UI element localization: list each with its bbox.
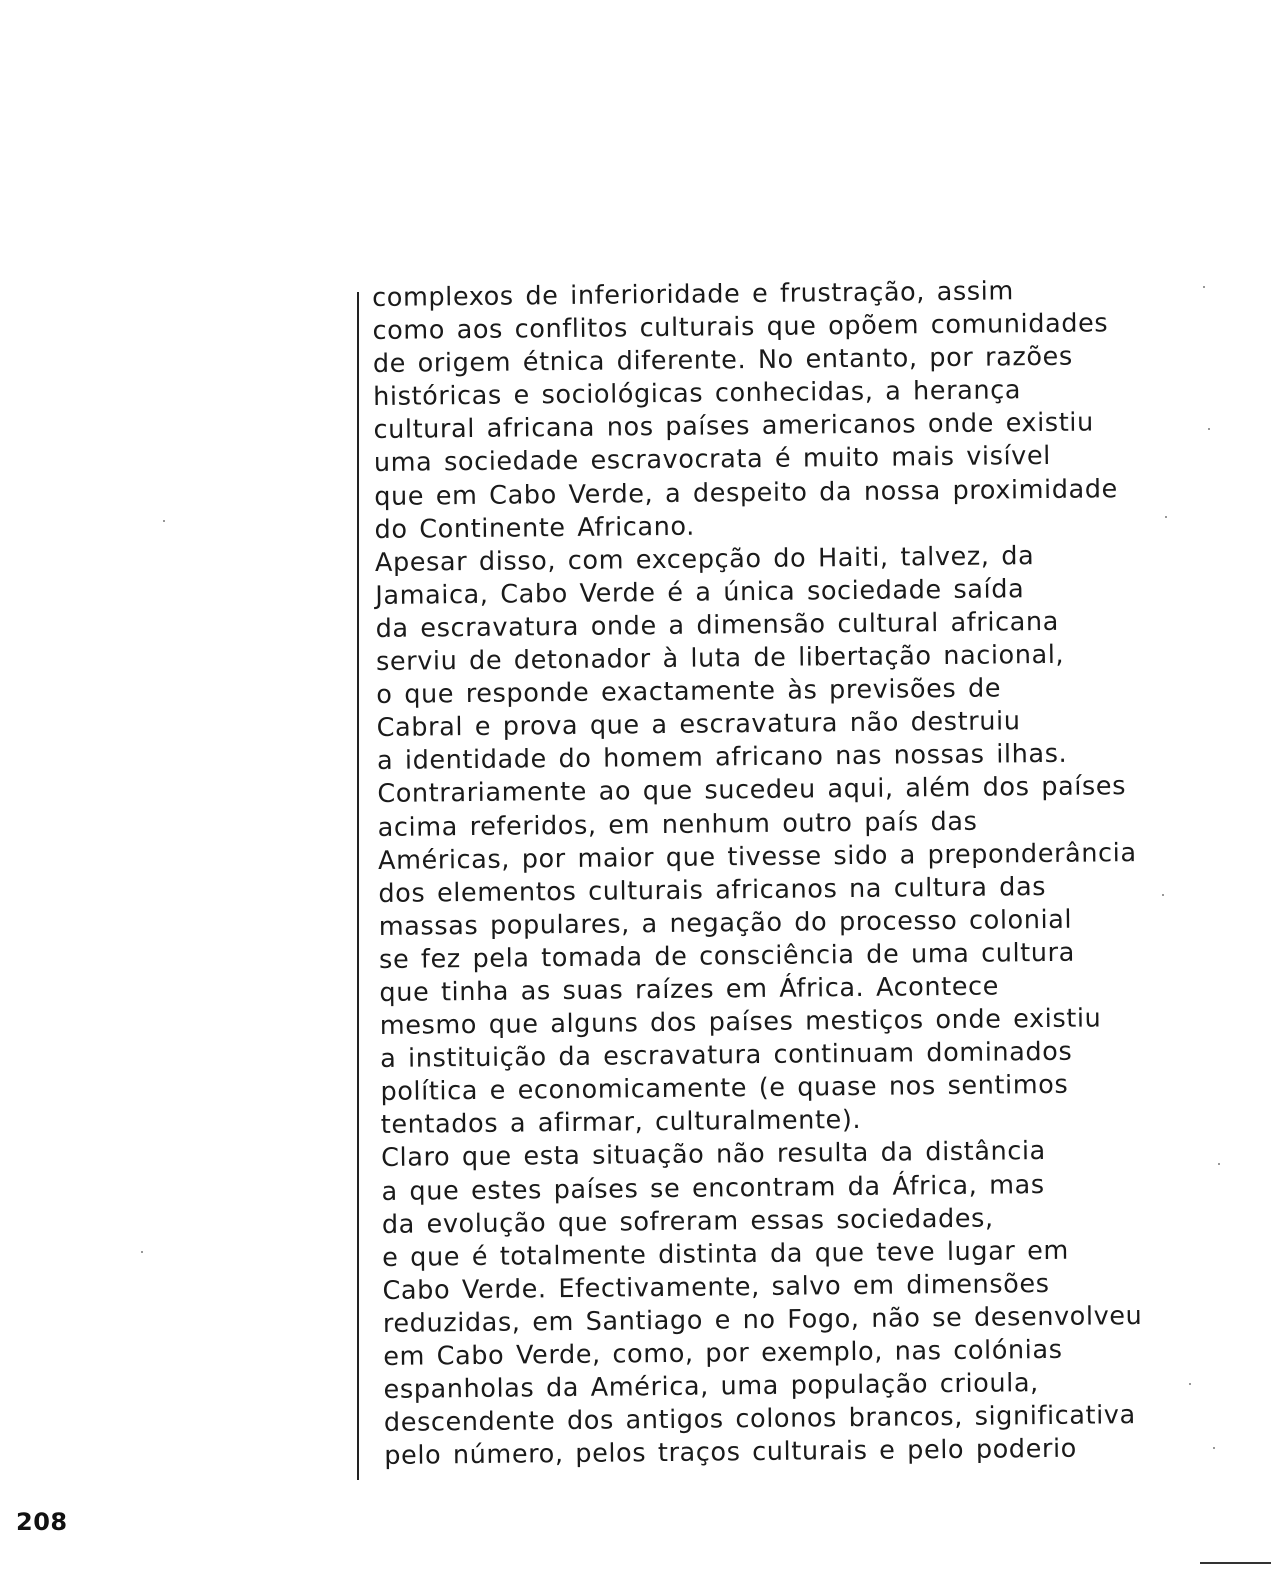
text-line: política e economicamente (e quase nos sentimos (380, 1070, 1069, 1108)
scan-speck (1165, 516, 1167, 518)
text-line: que em Cabo Verde, a despeito da nossa proximidade (374, 473, 1119, 512)
text-line: cultural africana nos países americanos onde existiu (373, 407, 1094, 446)
text-line: em Cabo Verde, como, por exemplo, nas colónias (383, 1334, 1063, 1372)
text-line: de origem étnica diferente. No entanto, por razões (372, 341, 1073, 380)
text-line: o que responde exactamente às previsões de (376, 673, 1002, 711)
scan-speck (141, 1251, 143, 1253)
text-line: do Continente Africano. (374, 511, 696, 545)
scan-speck (1208, 428, 1210, 430)
scan-speck (163, 520, 165, 522)
text-line: a instituição da escravatura continuam dominados (379, 1036, 1073, 1075)
text-line: complexos de inferioridade e frustração, assim (372, 276, 1014, 313)
text-line: serviu de detonador à luta de libertação nacional, (375, 639, 1065, 678)
scan-speck (1218, 1163, 1220, 1165)
text-line: a identidade do homem africano nas nossas ilhas. (376, 739, 1068, 777)
margin-rule (357, 292, 359, 1480)
text-line: da escravatura onde a dimensão cultural africana (375, 606, 1060, 644)
text-line: se fez pela tomada de consciência de uma cultura (378, 937, 1076, 975)
text-line: Cabral e prova que a escravatura não destruiu (376, 706, 1021, 744)
scan-speck (1203, 286, 1205, 288)
text-line: Jamaica, Cabo Verde é a única sociedade saída (375, 574, 1025, 611)
text-line: Cabo Verde. Efectivamente, salvo em dimensões (382, 1268, 1050, 1306)
text-line: que tinha as suas raízes em África. Acontece (379, 971, 1000, 1008)
text-line: acima referidos, em nenhum outro país das (377, 806, 978, 843)
text-line: descendente dos antigos colonos brancos, significativa (383, 1400, 1136, 1439)
text-line: pelo número, pelos traços culturais e pelo poderio (384, 1433, 1078, 1472)
text-line: Américas, por maior que tivesse sido a preponderância (377, 837, 1137, 876)
text-line: tentados a afirmar, culturalmente). (380, 1105, 862, 1141)
scan-speck (1213, 1447, 1215, 1449)
bottom-rule (1200, 1562, 1271, 1564)
text-line: e que é totalmente distinta da que teve lugar em (382, 1235, 1070, 1273)
text-line: a que estes países se encontram da África, mas (381, 1169, 1045, 1207)
text-line: massas populares, a negação do processo colonial (378, 904, 1073, 942)
text-line: Contrariamente ao que sucedeu aqui, além dos países (377, 771, 1127, 810)
body-text (372, 273, 1254, 1473)
scan-speck (1189, 1383, 1191, 1385)
text-line: da evolução que sofreram essas sociedades, (381, 1203, 994, 1240)
text-line: espanholas da América, uma população crioula, (383, 1368, 1039, 1406)
text-line: históricas e sociológicas conhecidas, a herança (373, 375, 1022, 413)
text-line: mesmo que alguns dos países mestiços onde existiu (379, 1003, 1102, 1042)
text-line: dos elementos culturais africanos na cultura das (378, 871, 1047, 909)
text-line: Apesar disso, com excepção do Haiti, talvez, da (374, 540, 1035, 578)
text-line: Claro que esta situação não resulta da distância (381, 1136, 1046, 1174)
page-number: 208 (16, 1508, 68, 1536)
text-line: uma sociedade escravocrata é muito mais visível (373, 441, 1052, 479)
text-line: como aos conflitos culturais que opõem comunidades (372, 308, 1109, 347)
text-line: reduzidas, em Santiago e no Fogo, não se desenvolveu (382, 1300, 1143, 1339)
scan-speck (1162, 894, 1164, 896)
